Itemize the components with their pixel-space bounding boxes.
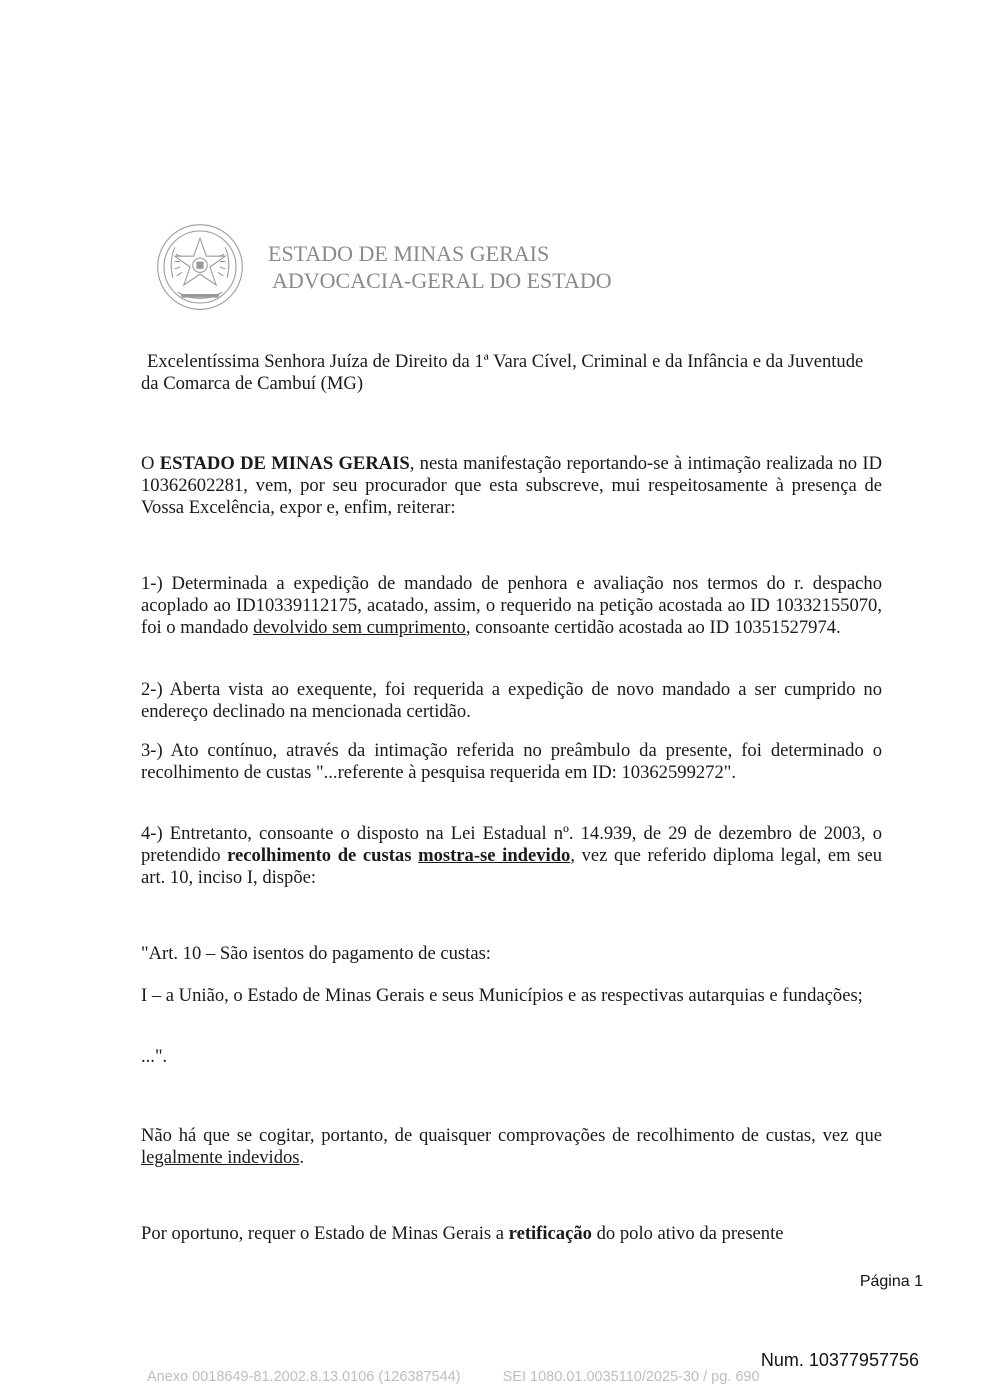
quote-end: ...". xyxy=(141,1046,168,1067)
intro-paragraph: O ESTADO DE MINAS GERAIS, nesta manifestação reportando-se à intimação realizada no ID 10362602281, vem, por seu procurador que esta subscreve, mui respeitosamente à presença de Vossa Excelência, expor e, enfim, reiterar: xyxy=(141,453,882,518)
item-4: 4-) Entretanto, consoante o disposto na Lei Estadual nº. 14.939, de 29 de dezembro de 2003, o pretendido recolhimento de custas mostra-se indevido, vez que referido diploma legal, em seu art. 10, inciso I, dispõe: xyxy=(141,823,882,888)
footer-anexo: Anexo 0018649-81.2002.8.13.0106 (126387544) xyxy=(147,1369,461,1385)
letterhead-state: ESTADO DE MINAS GERAIS xyxy=(268,241,550,266)
footer-sei: SEI 1080.01.0035110/2025-30 / pg. 690 xyxy=(502,1369,760,1385)
footer-stamp xyxy=(147,1369,760,1385)
minas-gerais-seal-icon xyxy=(155,222,245,312)
page-number: Página 1 xyxy=(859,1273,923,1290)
item-3: 3-) Ato contínuo, através da intimação referida no preâmbulo da presente, foi determinado o recolhimento de custas "...referente à pesquisa requerida em ID: 10362599272". xyxy=(141,740,882,783)
letterhead xyxy=(268,240,612,294)
conclusion-paragraph: Não há que se cogitar, portanto, de quaisquer comprovações de recolhimento de custas, vez que legalmente indevidos. xyxy=(141,1125,882,1168)
addressee: Excelentíssima Senhora Juíza de Direito da 1ª Vara Cível, Criminal e da Infância e da Juventude da Comarca de Cambuí (MG) xyxy=(141,351,864,394)
document-number: Num. 10377957756 xyxy=(760,1350,919,1370)
letterhead-agency: ADVOCACIA-GERAL DO ESTADO xyxy=(272,268,612,293)
quote-inciso: I – a União, o Estado de Minas Gerais e seus Municípios e as respectivas autarquias e fundações; xyxy=(141,985,863,1006)
quote-art: "Art. 10 – São isentos do pagamento de custas: xyxy=(141,943,491,964)
item-1: 1-) Determinada a expedição de mandado de penhora e avaliação nos termos do r. despacho acoplado ao ID10339112175, acatado, assim, o requerido na petição acostada ao ID 10332155070, foi o mandado devolvido sem cumprimento, consoante certidão acostada ao ID 10351527974. xyxy=(141,573,882,638)
item-2: 2-) Aberta vista ao exequente, foi requerida a expedição de novo mandado a ser cumprido no endereço declinado na mencionada certidão. xyxy=(141,679,882,722)
last-paragraph: Por oportuno, requer o Estado de Minas Gerais a retificação do polo ativo da presente xyxy=(141,1223,784,1244)
